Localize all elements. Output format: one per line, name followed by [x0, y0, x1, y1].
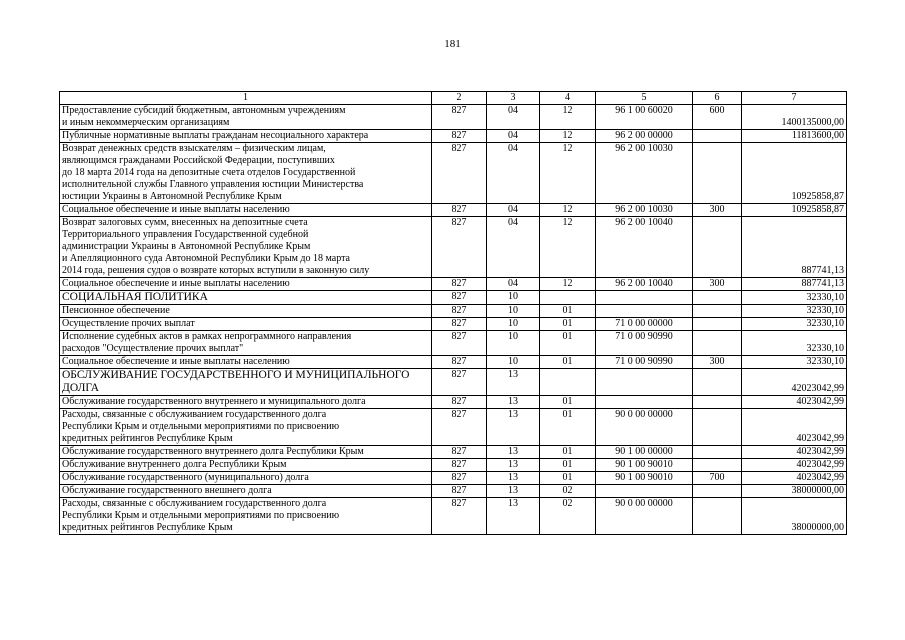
row-name-line: Социальное обеспечение и иные выплаты населению	[62, 204, 290, 215]
subsection-cell: 01	[540, 318, 596, 331]
subsection-cell: 01	[540, 409, 596, 446]
amount-cell: 32330,10	[742, 318, 847, 331]
table-row	[60, 278, 847, 291]
subsection-cell: 01	[540, 472, 596, 485]
subsection-cell: 12	[540, 217, 596, 278]
amount-cell: 4023042,99	[742, 446, 847, 459]
header-cell: 2	[432, 92, 487, 105]
row-name-line: и иным некоммерческим организациям	[62, 117, 230, 128]
row-name-line: являющимся гражданами Российской Федерации, поступивших	[62, 155, 335, 166]
target-article-cell	[596, 369, 693, 396]
section-cell: 10	[487, 305, 540, 318]
code-cell: 827	[432, 217, 487, 278]
table-row	[60, 356, 847, 369]
target-article-cell: 96 2 00 10030	[596, 204, 693, 217]
row-name-line: Республики Крым и отдельными мероприятиями по присвоению	[62, 510, 340, 521]
header-cell: 6	[693, 92, 742, 105]
code-cell: 827	[432, 143, 487, 204]
subsection-cell	[540, 291, 596, 305]
row-name-cell	[60, 105, 432, 130]
expense-type-cell	[693, 446, 742, 459]
amount-cell: 10925858,87	[742, 204, 847, 217]
table-row	[60, 331, 847, 356]
code-cell: 827	[432, 331, 487, 356]
row-name-cell	[60, 143, 432, 204]
table-row	[60, 204, 847, 217]
row-name-cell	[60, 485, 432, 498]
amount-cell: 32330,10	[742, 305, 847, 318]
target-article-cell	[596, 396, 693, 409]
row-name-line: Территориального управления Государственной судебной	[62, 229, 309, 240]
row-name-cell	[60, 278, 432, 291]
code-cell: 827	[432, 409, 487, 446]
target-article-cell: 90 1 00 00000	[596, 446, 693, 459]
table-row	[60, 318, 847, 331]
code-cell: 827	[432, 446, 487, 459]
row-name-cell	[60, 291, 432, 305]
target-article-cell: 90 0 00 00000	[596, 498, 693, 535]
code-cell: 827	[432, 305, 487, 318]
subsection-cell: 12	[540, 204, 596, 217]
row-name-line: Предоставление субсидий бюджетным, автономным учреждениям	[62, 105, 346, 116]
expense-type-cell	[693, 485, 742, 498]
table-row	[60, 291, 847, 305]
subsection-cell: 01	[540, 396, 596, 409]
code-cell: 827	[432, 485, 487, 498]
row-name-line: Возврат денежных средств взыскателям – физическим лицам,	[62, 143, 326, 154]
amount-cell: 32330,10	[742, 291, 847, 305]
header-cell: 1	[60, 92, 432, 105]
subsection-cell: 01	[540, 305, 596, 318]
amount-cell: 11813600,00	[742, 130, 847, 143]
row-name-line: ДОЛГА	[62, 382, 100, 394]
row-name-line: СОЦИАЛЬНАЯ ПОЛИТИКА	[62, 291, 208, 303]
code-cell: 827	[432, 472, 487, 485]
row-name-line: юстиции Украины в Автономной Республике Крым	[62, 191, 282, 202]
expense-type-cell	[693, 409, 742, 446]
row-name-cell	[60, 396, 432, 409]
target-article-cell	[596, 291, 693, 305]
row-name-cell	[60, 356, 432, 369]
row-name-line: до 18 марта 2014 года на депозитные счета отделов Государственной	[62, 167, 356, 178]
expense-type-cell	[693, 396, 742, 409]
target-article-cell: 96 2 00 10040	[596, 217, 693, 278]
expense-type-cell	[693, 331, 742, 356]
row-name-line: Обслуживание государственного внешнего долга	[62, 485, 272, 496]
expense-type-cell	[693, 143, 742, 204]
table-row	[60, 459, 847, 472]
subsection-cell: 12	[540, 278, 596, 291]
target-article-cell: 71 0 00 90990	[596, 356, 693, 369]
expense-type-cell: 300	[693, 356, 742, 369]
amount-cell: 1400135000,00	[742, 105, 847, 130]
page-number: 181	[444, 38, 461, 50]
subsection-cell: 02	[540, 498, 596, 535]
row-name-line: ОБСЛУЖИВАНИЕ ГОСУДАРСТВЕННОГО И МУНИЦИПАЛЬНОГО	[62, 369, 410, 381]
row-name-line: администрации Украины в Автономной Республике Крым	[62, 241, 311, 252]
row-name-cell	[60, 498, 432, 535]
subsection-cell: 12	[540, 130, 596, 143]
code-cell: 827	[432, 369, 487, 396]
row-name-line: Обслуживание государственного внутреннего долга Республики Крым	[62, 446, 364, 457]
row-name-cell	[60, 130, 432, 143]
expense-type-cell	[693, 291, 742, 305]
target-article-cell: 96 1 00 60020	[596, 105, 693, 130]
table-row	[60, 217, 847, 278]
section-cell: 13	[487, 446, 540, 459]
code-cell: 827	[432, 105, 487, 130]
row-name-cell	[60, 472, 432, 485]
table-row	[60, 446, 847, 459]
subsection-cell	[540, 369, 596, 396]
row-name-line: расходов "Осуществление прочих выплат"	[62, 343, 244, 354]
row-name-cell	[60, 318, 432, 331]
amount-cell: 38000000,00	[742, 498, 847, 535]
budget-table	[59, 91, 847, 535]
subsection-cell: 01	[540, 446, 596, 459]
code-cell: 827	[432, 498, 487, 535]
section-cell: 04	[487, 278, 540, 291]
header-cell: 5	[596, 92, 693, 105]
amount-cell: 887741,13	[742, 278, 847, 291]
code-cell: 827	[432, 356, 487, 369]
table-row	[60, 472, 847, 485]
target-article-cell: 90 1 00 90010	[596, 459, 693, 472]
row-name-line: Исполнение судебных актов в рамках непрограммного направления	[62, 331, 352, 342]
code-cell: 827	[432, 291, 487, 305]
row-name-cell	[60, 217, 432, 278]
row-name-line: Расходы, связанные с обслуживанием государственного долга	[62, 498, 327, 509]
table-row	[60, 498, 847, 535]
table-row	[60, 485, 847, 498]
expense-type-cell	[693, 318, 742, 331]
row-name-line: Обслуживание государственного (муниципального) долга	[62, 472, 309, 483]
section-cell: 13	[487, 485, 540, 498]
row-name-line: Республики Крым и отдельными мероприятиями по присвоению	[62, 421, 340, 432]
row-name-cell	[60, 305, 432, 318]
section-cell: 04	[487, 105, 540, 130]
target-article-cell: 96 2 00 10030	[596, 143, 693, 204]
code-cell: 827	[432, 204, 487, 217]
row-name-cell	[60, 409, 432, 446]
target-article-cell: 90 1 00 90010	[596, 472, 693, 485]
table-row	[60, 105, 847, 130]
row-name-line: Пенсионное обеспечение	[62, 305, 170, 316]
row-name-cell	[60, 459, 432, 472]
expense-type-cell	[693, 305, 742, 318]
amount-cell: 4023042,99	[742, 396, 847, 409]
section-cell: 04	[487, 217, 540, 278]
expense-type-cell	[693, 130, 742, 143]
code-cell: 827	[432, 459, 487, 472]
section-cell: 13	[487, 409, 540, 446]
section-cell: 13	[487, 498, 540, 535]
expense-type-cell	[693, 498, 742, 535]
section-cell: 04	[487, 143, 540, 204]
subsection-cell: 01	[540, 459, 596, 472]
expense-type-cell: 700	[693, 472, 742, 485]
amount-cell: 38000000,00	[742, 485, 847, 498]
expense-type-cell	[693, 459, 742, 472]
row-name-line: Расходы, связанные с обслуживанием государственного долга	[62, 409, 327, 420]
row-name-line: и Апелляционного суда Автономной Республики Крым до 18 марта	[62, 253, 350, 264]
section-cell: 04	[487, 130, 540, 143]
target-article-cell	[596, 305, 693, 318]
row-name-line: кредитных рейтингов Республике Крым	[62, 522, 233, 533]
target-article-cell: 71 0 00 00000	[596, 318, 693, 331]
row-name-cell	[60, 204, 432, 217]
row-name-line: Обслуживание государственного внутреннего и муниципального долга	[62, 396, 366, 407]
subsection-cell: 12	[540, 105, 596, 130]
row-name-line: Обслуживание внутреннего долга Республики Крым	[62, 459, 287, 470]
section-cell: 10	[487, 356, 540, 369]
expense-type-cell: 600	[693, 105, 742, 130]
row-name-line: Публичные нормативные выплаты гражданам несоциального характера	[62, 130, 369, 141]
section-cell: 13	[487, 472, 540, 485]
expense-type-cell: 300	[693, 278, 742, 291]
target-article-cell: 96 2 00 10040	[596, 278, 693, 291]
expense-type-cell: 300	[693, 204, 742, 217]
target-article-cell	[596, 485, 693, 498]
expense-type-cell	[693, 369, 742, 396]
row-name-cell	[60, 446, 432, 459]
target-article-cell: 96 2 00 00000	[596, 130, 693, 143]
code-cell: 827	[432, 318, 487, 331]
row-name-line: Социальное обеспечение и иные выплаты населению	[62, 356, 290, 367]
amount-cell: 32330,10	[742, 331, 847, 356]
amount-cell: 4023042,99	[742, 459, 847, 472]
target-article-cell: 71 0 00 90990	[596, 331, 693, 356]
header-cell: 3	[487, 92, 540, 105]
table-row	[60, 409, 847, 446]
header-cell: 4	[540, 92, 596, 105]
section-cell: 10	[487, 318, 540, 331]
amount-cell: 4023042,99	[742, 409, 847, 446]
target-article-cell: 90 0 00 00000	[596, 409, 693, 446]
table-row	[60, 369, 847, 396]
subsection-cell: 12	[540, 143, 596, 204]
subsection-cell: 02	[540, 485, 596, 498]
section-cell: 10	[487, 291, 540, 305]
amount-cell: 42023042,99	[742, 369, 847, 396]
table-row	[60, 130, 847, 143]
row-name-line: кредитных рейтингов Республике Крым	[62, 433, 233, 444]
amount-cell: 32330,10	[742, 356, 847, 369]
row-name-cell	[60, 369, 432, 396]
expense-type-cell	[693, 217, 742, 278]
row-name-line: Социальное обеспечение и иные выплаты населению	[62, 278, 290, 289]
amount-cell: 10925858,87	[742, 143, 847, 204]
amount-cell: 887741,13	[742, 217, 847, 278]
table-row	[60, 143, 847, 204]
code-cell: 827	[432, 396, 487, 409]
section-cell: 13	[487, 369, 540, 396]
subsection-cell: 01	[540, 356, 596, 369]
row-name-line: Возврат залоговых сумм, внесенных на депозитные счета	[62, 217, 308, 228]
row-name-line: Осуществление прочих выплат	[62, 318, 195, 329]
section-cell: 13	[487, 459, 540, 472]
header-cell: 7	[742, 92, 847, 105]
table-header-row	[60, 92, 847, 105]
section-cell: 04	[487, 204, 540, 217]
row-name-line: исполнительной службы Главного управления юстиции Министерства	[62, 179, 364, 190]
row-name-line: 2014 года, решения судов о возврате которых вступили в законную силу	[62, 265, 370, 276]
code-cell: 827	[432, 130, 487, 143]
amount-cell: 4023042,99	[742, 472, 847, 485]
table-row	[60, 396, 847, 409]
section-cell: 13	[487, 396, 540, 409]
subsection-cell: 01	[540, 331, 596, 356]
section-cell: 10	[487, 331, 540, 356]
code-cell: 827	[432, 278, 487, 291]
row-name-cell	[60, 331, 432, 356]
table-row	[60, 305, 847, 318]
